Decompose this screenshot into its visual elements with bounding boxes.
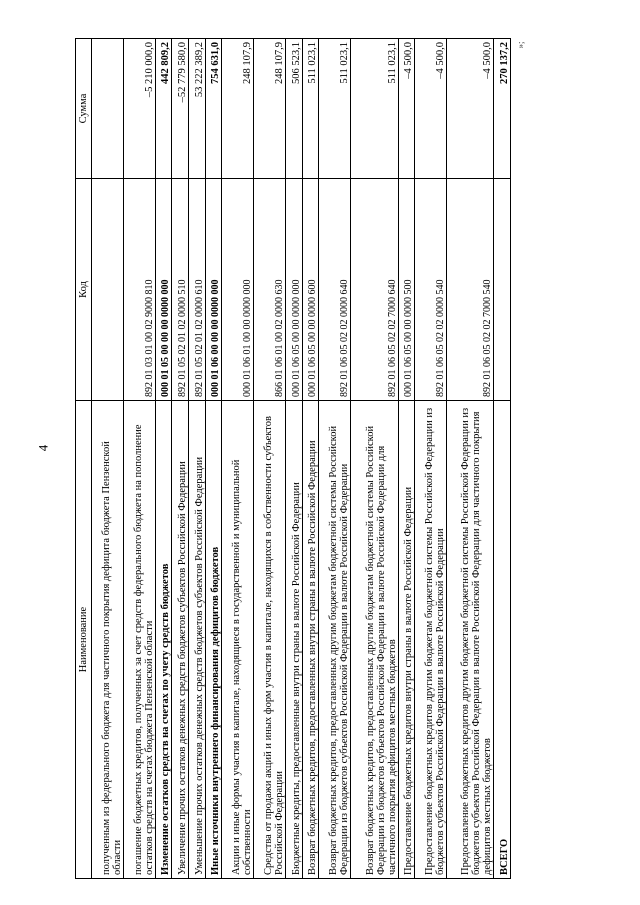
row-code-cell: 000 01 06 05 00 00 0000 500 <box>398 179 415 401</box>
row-name-cell: Возврат бюджетных кредитов, предоставленных другим бюджетам бюджетной системы Российской Федерации из бюджетов субъектов Российской Федерации в валюте Российской Федерации <box>319 401 351 879</box>
table-row <box>415 39 447 879</box>
table-row <box>302 39 319 879</box>
row-sum-cell: –52 779 580,0 <box>172 39 189 179</box>
table-row <box>351 39 398 879</box>
row-code-cell: 866 01 06 01 00 02 0000 630 <box>254 179 286 401</box>
row-sum-cell: 506 523,1 <box>286 39 303 179</box>
row-sum-cell: –4 500,0 <box>415 39 447 179</box>
row-code-cell <box>92 179 124 401</box>
row-code-cell: 892 01 06 05 02 02 0000 640 <box>319 179 351 401</box>
budget-sources-table <box>75 38 511 879</box>
header-name: Наименование <box>76 401 92 879</box>
row-code-cell: 892 01 06 05 02 02 7000 640 <box>351 179 398 401</box>
row-code-cell: 000 01 05 00 00 00 0000 000 <box>155 179 172 401</box>
row-name-cell: Акции и иные формы участия в капитале, находящиеся в государственной и муниципальной собственности <box>222 401 254 879</box>
row-name-cell: ВСЕГО <box>494 401 511 879</box>
margin-mark: »; <box>515 41 526 49</box>
row-code-cell: 000 01 06 05 00 00 0000 000 <box>286 179 303 401</box>
row-code-cell <box>494 179 511 401</box>
row-sum-cell: –4 500,0 <box>398 39 415 179</box>
table-row <box>398 39 415 879</box>
row-code-cell: 892 01 05 02 01 02 0000 510 <box>172 179 189 401</box>
row-name-cell: Средства от продажи акций и иных форм участия в капитале, находящихся в собственности субъектов Российской Федерации <box>254 401 286 879</box>
row-sum-cell: 248 107,9 <box>222 39 254 179</box>
row-sum-cell: 511 023,1 <box>302 39 319 179</box>
table-row <box>494 39 511 879</box>
table-row <box>155 39 172 879</box>
row-code-cell: 892 01 06 05 02 02 7000 540 <box>447 179 494 401</box>
row-sum-cell: 511 023,1 <box>319 39 351 179</box>
row-sum-cell: 248 107,9 <box>254 39 286 179</box>
row-name-cell: Увеличение прочих остатков денежных средств бюджетов субъектов Российской Федерации <box>172 401 189 879</box>
row-code-cell: 892 01 05 02 01 02 0000 610 <box>189 179 206 401</box>
table-row <box>319 39 351 879</box>
row-code-cell: 000 01 06 00 00 00 0000 000 <box>205 179 222 401</box>
row-sum-cell: 270 137,2 <box>494 39 511 179</box>
page-number: 4 <box>35 444 51 452</box>
row-name-cell: Возврат бюджетных кредитов, предоставленных другим бюджетам бюджетной системы Российской Федерации из бюджетов субъектов Российской Федерации в валюте Российской Федерации для частичного покрытия дефицитов местных бюджетов <box>351 401 398 879</box>
row-name-cell: Уменьшение прочих остатков денежных средств бюджетов субъектов Российской Федерации <box>189 401 206 879</box>
row-name-cell: Возврат бюджетных кредитов, предоставленных внутри страны в валюте Российской Федерации <box>302 401 319 879</box>
table-row <box>189 39 206 879</box>
table-row <box>123 39 155 879</box>
row-name-cell: Изменение остатков средств на счетах по учету средств бюджетов <box>155 401 172 879</box>
row-name-cell: полученным из федерального бюджета для частичного покрытия дефицита бюджета Пензенской области <box>92 401 124 879</box>
row-code-cell: 892 01 06 05 02 02 0000 540 <box>415 179 447 401</box>
row-sum-cell: 53 222 389,2 <box>189 39 206 179</box>
row-name-cell: Предоставление бюджетных кредитов другим бюджетам бюджетной системы Российской Федерации из бюджетов субъектов Российской Федерации в валюте Российской Федерации <box>415 401 447 879</box>
table-row <box>172 39 189 879</box>
table-row <box>92 39 124 879</box>
row-name-cell: Предоставление бюджетных кредитов внутри страны в валюте Российской Федерации <box>398 401 415 879</box>
row-sum-cell: –5 210 000,0 <box>123 39 155 179</box>
row-sum-cell: 442 809,2 <box>155 39 172 179</box>
table-row <box>254 39 286 879</box>
row-code-cell: 892 01 03 01 00 02 9000 810 <box>123 179 155 401</box>
row-sum-cell <box>92 39 124 179</box>
table-header-row <box>76 39 92 879</box>
row-sum-cell: 511 023,1 <box>351 39 398 179</box>
table-row <box>447 39 494 879</box>
row-name-cell: Иные источники внутреннего финансирования дефицитов бюджетов <box>205 401 222 879</box>
header-sum: Сумма <box>76 39 92 179</box>
table-row <box>286 39 303 879</box>
row-code-cell: 000 01 06 01 00 00 0000 000 <box>222 179 254 401</box>
table-row <box>205 39 222 879</box>
row-sum-cell: 754 631,0 <box>205 39 222 179</box>
row-name-cell: Бюджетные кредиты, предоставленные внутри страны в валюте Российской Федерации <box>286 401 303 879</box>
table-row <box>222 39 254 879</box>
row-name-cell: Предоставление бюджетных кредитов другим бюджетам бюджетной системы Российской Федерации из бюджетов субъектов Российской Федерации в валюте Российской Федерации для частичного покрытия дефицитов местных бюджетов <box>447 401 494 879</box>
row-name-cell: погашение бюджетных кредитов, полученных за счет средств федерального бюджета на пополнение остатков средств на счетах бюджета Пензенской области <box>123 401 155 879</box>
row-sum-cell: –4 500,0 <box>447 39 494 179</box>
rotated-page-content <box>75 39 511 879</box>
header-code: Код <box>76 179 92 401</box>
row-code-cell: 000 01 06 05 00 00 0000 600 <box>302 179 319 401</box>
